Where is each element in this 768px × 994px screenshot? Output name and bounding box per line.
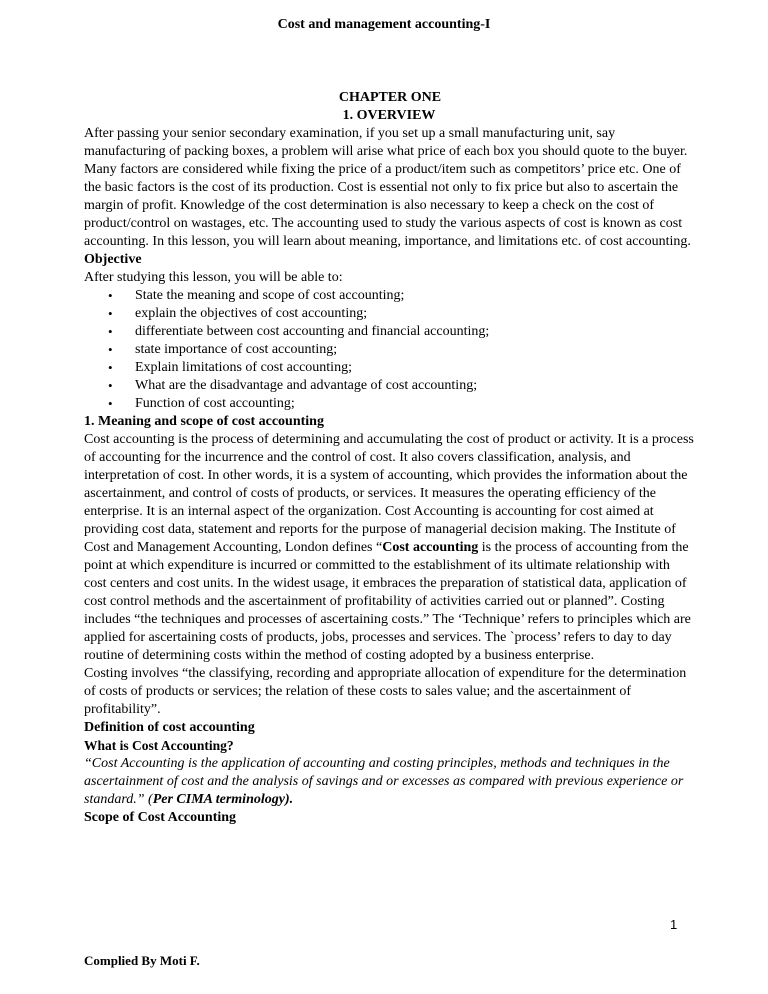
objective-heading: Objective <box>84 252 142 267</box>
chapter-title: CHAPTER ONE <box>338 90 442 105</box>
footer-compiled-by: Complied By Moti F. <box>84 953 200 968</box>
page-header-title: Cost and management accounting-I <box>277 17 491 32</box>
meaning-paragraph: Cost accounting is the process of determining and accumulating the cost of product or activity. It is a process of accounting for the incurrence and the control of cost. It also covers classification, analysis, and interpretation of cost. In other words, it is a system of accounting, which provides the information about the ascertainment, and control of costs of products, or services. It measures the operating efficiency of the enterprise. It is an internal aspect of the organization. Cost Accounting is accounting for cost aimed at providing cost data, statement and reports for the purpose of managerial decision making. The Institute of Cost and Management Accounting, London defines “Cost accounting is the process of accounting from the point at which expenditure is incurred or committed to the establishment of its ultimate relationship with cost centers and cost units. In the widest usage, it embraces the preparation of statistical data, application of cost control methods and the ascertainment of profitability of activities carried out or planned”. Costing includes “the techniques and processes of ascertaining costs.” The ‘Technique’ refers to principles which are applied for ascertaining costs of products, jobs, processes and services. The `process’ refers to day to day routine of determining costs within the method of costing adopted by a business enterprise. <box>84 432 694 663</box>
bullet-icon: • <box>108 378 113 393</box>
list-item: • State the meaning and scope of cost accounting; <box>108 288 405 303</box>
objective-intro: After studying this lesson, you will be able to: <box>84 270 343 285</box>
cima-definition-quote: “Cost Accounting is the application of accounting and costing principles, methods and techniques in the ascertainment of cost and the analysis of savings and or excesses as compared with previous experience or standard.” (Per CIMA terminology). <box>84 756 684 807</box>
overview-paragraph: After passing your senior secondary examination, if you set up a small manufacturing unit, say manufacturing of packing boxes, a problem will arise what price of each box you should quote to the buyer. Many factors are considered while fixing the price of a product/item such as competitors’ price etc. One of the basic factors is the cost of its production. Cost is essential not only to fix price but also to ascertain the margin of profit. Knowledge of the cost determination is also necessary to keep a check on the cost of product/control on wastages, etc. The accounting used to study the various aspects of cost is known as cost accounting. In this lesson, you will learn about meaning, importance, and limitations etc. of cost accounting. <box>84 126 691 249</box>
list-item: • Function of cost accounting; <box>108 396 295 411</box>
bullet-icon: • <box>108 288 113 303</box>
page-number: 1 <box>670 917 678 932</box>
objectives-list <box>84 287 694 413</box>
bullet-icon: • <box>108 324 113 339</box>
scope-heading: Scope of Cost Accounting <box>84 810 237 825</box>
list-item: • state importance of cost accounting; <box>108 342 338 357</box>
bullet-icon: • <box>108 396 113 411</box>
definition-subheading: What is Cost Accounting? <box>84 738 234 753</box>
bullet-icon: • <box>108 306 113 321</box>
quote-source: Per CIMA terminology). <box>152 792 294 807</box>
section-heading-meaning-scope: 1. Meaning and scope of cost accounting <box>84 414 324 429</box>
bullet-icon: • <box>108 342 113 357</box>
bullet-icon: • <box>108 360 113 375</box>
costing-paragraph: Costing involves “the classifying, recording and appropriate allocation of expenditure for the determination of costs of products or services; the relation of these costs to sales value; and the ascertainment of profitability”. <box>84 666 687 717</box>
document-body <box>84 89 694 827</box>
overview-title: 1. OVERVIEW <box>342 108 436 123</box>
list-item: • What are the disadvantage and advantage of cost accounting; <box>108 378 478 393</box>
list-item: • Explain limitations of cost accounting; <box>108 360 352 375</box>
definition-heading: Definition of cost accounting <box>84 720 255 735</box>
list-item: • explain the objectives of cost accounting; <box>108 306 368 321</box>
cost-accounting-term: Cost accounting <box>382 540 479 555</box>
list-item: • differentiate between cost accounting and financial accounting; <box>108 324 490 339</box>
